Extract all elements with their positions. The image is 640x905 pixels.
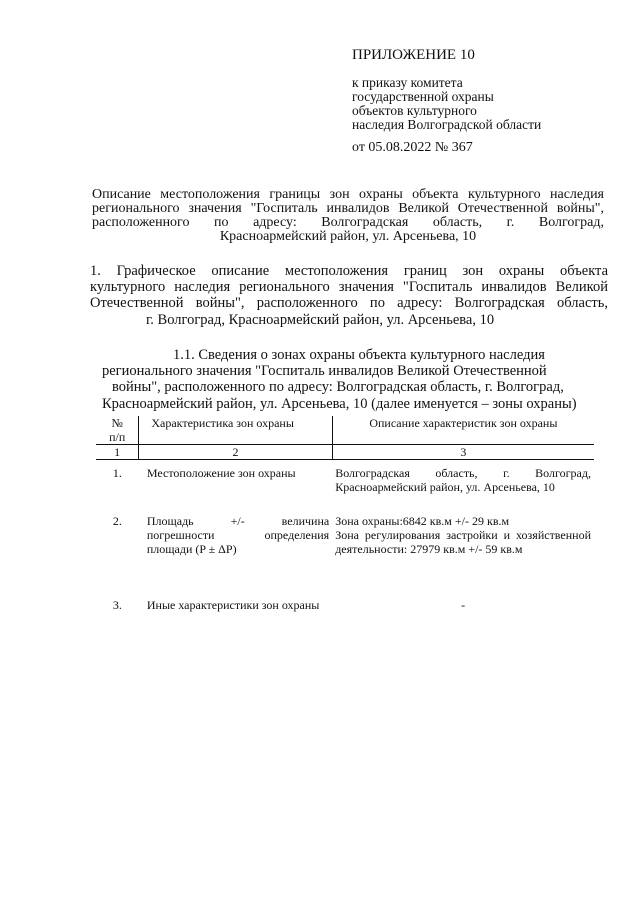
order-line-4: наследия Волгоградской области bbox=[352, 117, 542, 132]
row-characteristic bbox=[139, 494, 332, 556]
row-num: 2. bbox=[112, 514, 122, 528]
order-line-3: объектов культурного bbox=[352, 103, 477, 118]
title-line-3: расположенного по адресу: Волгоградская область, г. Волгоград, bbox=[92, 215, 604, 230]
characteristic-line: погрешности определения bbox=[146, 528, 330, 542]
header-num-line-2: п/п bbox=[109, 430, 126, 444]
characteristic-line: Местоположение зон охраны bbox=[146, 466, 296, 480]
section1-line-1: 1. Графическое описание местоположения границ зон охраны объекта bbox=[90, 263, 608, 279]
order-line-2: государственной охраны bbox=[352, 89, 494, 104]
characteristic-line: площади (P ± ΔP) bbox=[146, 542, 237, 556]
title-line-2: регионального значения "Госпиталь инвалидов Великой Отечественной войны", bbox=[92, 201, 604, 216]
section11-line-2: регионального значения "Госпиталь инвалидов Великой Отечественной bbox=[102, 363, 547, 379]
col-index-2: 2 bbox=[139, 445, 332, 460]
table-row bbox=[96, 494, 594, 556]
column-index-row bbox=[96, 445, 594, 460]
section11-line-1: 1.1. Сведения о зонах охраны объекта культурного наследия bbox=[173, 347, 545, 363]
title-line-1: Описание местоположения границы зон охраны объекта культурного наследия bbox=[92, 187, 604, 202]
row-num: 1. bbox=[112, 466, 122, 480]
row-description bbox=[332, 494, 594, 556]
description-line: Красноармейский район, ул. Арсеньева, 10 bbox=[335, 480, 555, 494]
header-characteristic: Характеристика зон охраны bbox=[139, 416, 332, 445]
zones-table bbox=[96, 416, 594, 612]
table-row bbox=[96, 556, 594, 612]
col-index-3: 3 bbox=[332, 445, 594, 460]
title-line-4: Красноармейский район, ул. Арсеньева, 10 bbox=[219, 229, 477, 244]
description-line: - bbox=[461, 598, 466, 612]
description-line: Зона регулирования застройки и хозяйственной bbox=[335, 528, 591, 542]
header-num bbox=[96, 416, 139, 445]
section1-line-3: Отечественной войны", расположенного по адресу: Волгоградская область, bbox=[90, 295, 608, 311]
characteristic-line: Площадь +/- величина bbox=[146, 514, 330, 528]
section1-line-4: г. Волгоград, Красноармейский район, ул. Арсеньева, 10 bbox=[146, 312, 495, 328]
row-description bbox=[332, 556, 594, 612]
description-line: деятельности: 27979 кв.м +/- 59 кв.м bbox=[335, 542, 523, 556]
row-characteristic bbox=[139, 460, 332, 495]
header-description: Описание характеристик зон охраны bbox=[332, 416, 594, 445]
characteristic-line: Иные характеристики зон охраны bbox=[146, 598, 320, 612]
order-date: от 05.08.2022 № 367 bbox=[352, 140, 473, 155]
row-characteristic bbox=[139, 556, 332, 612]
table-row bbox=[96, 460, 594, 495]
section1-line-2: культурного наследия регионального значения "Госпиталь инвалидов Великой bbox=[90, 279, 608, 295]
description-line: Зона охраны:6842 кв.м +/- 29 кв.м bbox=[335, 514, 510, 528]
appendix-title: ПРИЛОЖЕНИЕ 10 bbox=[352, 47, 475, 63]
header-num-line-1: № bbox=[111, 416, 123, 430]
description-line: Волгоградская область, г. Волгоград, bbox=[335, 466, 591, 480]
section11-line-4: Красноармейский район, ул. Арсеньева, 10 (далее именуется – зоны охраны) bbox=[102, 396, 577, 412]
order-line-1: к приказу комитета bbox=[352, 75, 463, 90]
row-description bbox=[332, 460, 594, 495]
row-num: 3. bbox=[112, 598, 122, 612]
col-index-1: 1 bbox=[96, 445, 139, 460]
table-header-row bbox=[96, 416, 594, 445]
section11-line-3: войны", расположенного по адресу: Волгоградская область, г. Волгоград, bbox=[112, 379, 564, 395]
